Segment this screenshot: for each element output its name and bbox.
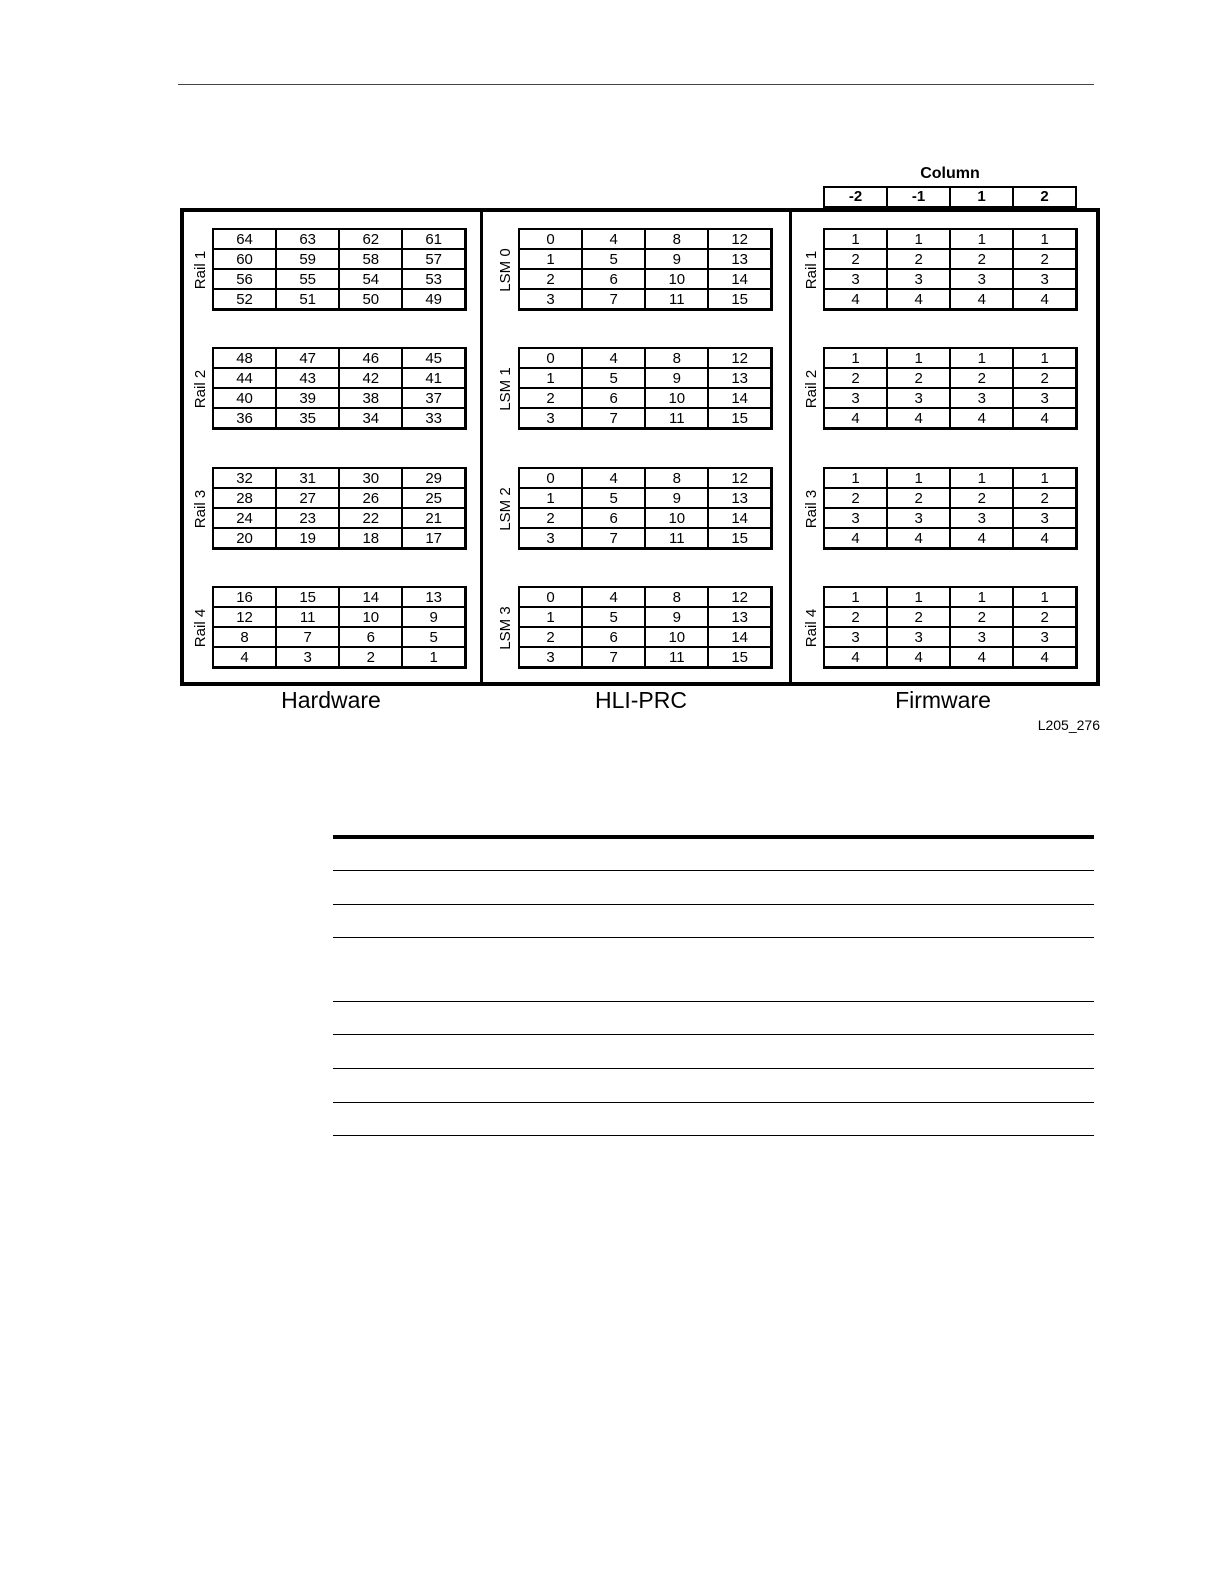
group-label: Rail 3 <box>803 489 820 529</box>
grid-cell: 2 <box>950 368 1013 388</box>
grid-cell: 15 <box>708 528 771 549</box>
firmware-grid-rail-1 <box>823 228 1078 311</box>
hardware-grid-rail-3 <box>212 467 467 550</box>
firmware-caption: Firmware <box>895 687 991 713</box>
grid-row <box>824 528 1077 549</box>
grid-cell: 12 <box>708 348 771 368</box>
grid-cell: 4 <box>582 468 645 488</box>
grid-cell: 2 <box>519 508 582 528</box>
grid-cell: 48 <box>213 348 276 368</box>
grid-cell: 2 <box>339 647 402 668</box>
grid-cell: 25 <box>402 488 465 508</box>
grid-cell: 30 <box>339 468 402 488</box>
grid-row <box>824 607 1077 627</box>
grid-row <box>519 508 772 528</box>
grid-cell: 4 <box>1013 289 1076 310</box>
grid-cell: 6 <box>582 388 645 408</box>
grid-cell: 8 <box>645 468 708 488</box>
grid-cell: 3 <box>1013 269 1076 289</box>
grid-cell: 28 <box>213 488 276 508</box>
grid-cell: 4 <box>824 408 887 429</box>
grid-cell: 4 <box>582 587 645 607</box>
grid-cell: 11 <box>645 408 708 429</box>
grid-cell: 4 <box>887 647 950 668</box>
hardware-grid-rail-1 <box>212 228 467 311</box>
grid-row <box>824 408 1077 429</box>
group-label: Rail 2 <box>192 369 209 409</box>
column-header-cell: 2 <box>1012 188 1075 206</box>
grid-cell: 1 <box>950 348 1013 368</box>
grid-row <box>213 488 466 508</box>
table-row-rule <box>333 1102 1094 1103</box>
grid-cell: 5 <box>582 249 645 269</box>
grid-row <box>519 587 772 607</box>
grid-cell: 61 <box>402 229 465 249</box>
grid-cell: 2 <box>950 488 1013 508</box>
grid-cell: 4 <box>824 528 887 549</box>
grid-cell: 64 <box>213 229 276 249</box>
grid-cell: 55 <box>276 269 339 289</box>
grid-cell: 13 <box>708 249 771 269</box>
hardware-grid-rail-4 <box>212 586 467 669</box>
grid-cell: 14 <box>339 587 402 607</box>
grid-row <box>519 607 772 627</box>
grid-cell: 2 <box>519 269 582 289</box>
grid-cell: 21 <box>402 508 465 528</box>
grid-cell: 3 <box>519 289 582 310</box>
group-label: LSM 1 <box>497 367 514 411</box>
firmware-grid-rail-3 <box>823 467 1078 550</box>
grid-cell: 43 <box>276 368 339 388</box>
grid-row <box>824 388 1077 408</box>
grid-cell: 16 <box>213 587 276 607</box>
grid-cell: 1 <box>824 348 887 368</box>
grid-row <box>519 269 772 289</box>
section-divider <box>789 208 792 686</box>
grid-row <box>519 348 772 368</box>
grid-row <box>213 408 466 429</box>
grid-cell: 0 <box>519 468 582 488</box>
grid-cell: 7 <box>582 528 645 549</box>
grid-cell: 2 <box>1013 249 1076 269</box>
grid-row <box>824 348 1077 368</box>
group-label: Rail 2 <box>803 369 820 409</box>
grid-cell: 1 <box>887 348 950 368</box>
grid-cell: 2 <box>1013 368 1076 388</box>
grid-cell: 45 <box>402 348 465 368</box>
grid-cell: 3 <box>519 408 582 429</box>
grid-cell: 12 <box>708 468 771 488</box>
grid-cell: 11 <box>645 528 708 549</box>
grid-row <box>519 528 772 549</box>
group-label: Rail 1 <box>803 250 820 290</box>
grid-row <box>213 508 466 528</box>
grid-cell: 32 <box>213 468 276 488</box>
group-label: Rail 4 <box>803 608 820 648</box>
grid-cell: 1 <box>519 488 582 508</box>
grid-cell: 11 <box>276 607 339 627</box>
column-header-cell: -2 <box>848 188 863 205</box>
hli-prc-grid-lsm-2 <box>518 467 773 550</box>
grid-cell: 2 <box>887 488 950 508</box>
grid-row <box>519 627 772 647</box>
grid-cell: 10 <box>645 269 708 289</box>
grid-cell: 2 <box>519 627 582 647</box>
grid-cell: 0 <box>519 229 582 249</box>
grid-cell: 29 <box>402 468 465 488</box>
grid-cell: 59 <box>276 249 339 269</box>
grid-row <box>519 488 772 508</box>
grid-cell: 0 <box>519 348 582 368</box>
grid-cell: 58 <box>339 249 402 269</box>
grid-cell: 2 <box>824 249 887 269</box>
grid-cell: 52 <box>213 289 276 310</box>
grid-cell: 3 <box>276 647 339 668</box>
grid-cell: 9 <box>645 368 708 388</box>
grid-cell: 14 <box>708 627 771 647</box>
grid-cell: 1 <box>824 468 887 488</box>
grid-cell: 10 <box>645 508 708 528</box>
hardware-grid-rail-2 <box>212 347 467 430</box>
grid-cell: 4 <box>950 647 1013 668</box>
grid-cell: 7 <box>276 627 339 647</box>
grid-cell: 1 <box>824 587 887 607</box>
grid-cell: 1 <box>887 587 950 607</box>
grid-cell: 3 <box>519 528 582 549</box>
grid-row <box>824 508 1077 528</box>
grid-cell: 8 <box>645 587 708 607</box>
firmware-grid-rail-4 <box>823 586 1078 669</box>
grid-cell: 11 <box>645 647 708 668</box>
grid-cell: 4 <box>950 528 1013 549</box>
grid-cell: 18 <box>339 528 402 549</box>
grid-cell: 0 <box>519 587 582 607</box>
grid-cell: 1 <box>1013 348 1076 368</box>
grid-cell: 7 <box>582 408 645 429</box>
column-header-cell: 1 <box>949 188 1012 206</box>
grid-cell: 26 <box>339 488 402 508</box>
grid-cell: 10 <box>645 388 708 408</box>
grid-cell: 2 <box>887 368 950 388</box>
grid-cell: 2 <box>950 249 1013 269</box>
grid-cell: 1 <box>402 647 465 668</box>
grid-cell: 3 <box>950 627 1013 647</box>
grid-cell: 23 <box>276 508 339 528</box>
grid-cell: 3 <box>1013 627 1076 647</box>
table-top-rule <box>333 835 1094 839</box>
grid-row <box>213 587 466 607</box>
grid-cell: 4 <box>887 289 950 310</box>
grid-cell: 14 <box>708 508 771 528</box>
page-top-rule <box>178 84 1094 85</box>
grid-cell: 27 <box>276 488 339 508</box>
grid-cell: 14 <box>708 269 771 289</box>
grid-cell: 9 <box>645 488 708 508</box>
grid-cell: 3 <box>519 647 582 668</box>
group-label: Rail 3 <box>192 489 209 529</box>
grid-row <box>824 587 1077 607</box>
grid-cell: 1 <box>1013 229 1076 249</box>
grid-cell: 60 <box>213 249 276 269</box>
grid-cell: 40 <box>213 388 276 408</box>
grid-cell: 3 <box>824 269 887 289</box>
grid-cell: 46 <box>339 348 402 368</box>
grid-cell: 3 <box>1013 508 1076 528</box>
grid-cell: 8 <box>645 229 708 249</box>
grid-cell: 36 <box>213 408 276 429</box>
group-label: Rail 4 <box>192 608 209 648</box>
grid-cell: 2 <box>824 607 887 627</box>
grid-cell: 4 <box>1013 408 1076 429</box>
grid-cell: 49 <box>402 289 465 310</box>
grid-row <box>213 348 466 368</box>
grid-cell: 2 <box>950 607 1013 627</box>
grid-cell: 9 <box>402 607 465 627</box>
grid-row <box>519 368 772 388</box>
grid-cell: 1 <box>950 229 1013 249</box>
grid-row <box>824 627 1077 647</box>
hli-prc-grid-lsm-0 <box>518 228 773 311</box>
grid-row <box>824 488 1077 508</box>
grid-cell: 35 <box>276 408 339 429</box>
column-header-title: Column <box>920 165 980 182</box>
grid-cell: 5 <box>582 607 645 627</box>
grid-cell: 54 <box>339 269 402 289</box>
grid-cell: 50 <box>339 289 402 310</box>
grid-row <box>213 229 466 249</box>
group-label: LSM 2 <box>497 487 514 531</box>
grid-cell: 6 <box>582 269 645 289</box>
grid-cell: 7 <box>582 647 645 668</box>
section-divider <box>480 208 483 686</box>
grid-cell: 15 <box>708 408 771 429</box>
grid-cell: 1 <box>887 229 950 249</box>
grid-cell: 20 <box>213 528 276 549</box>
grid-cell: 3 <box>824 508 887 528</box>
grid-row <box>213 468 466 488</box>
grid-cell: 13 <box>402 587 465 607</box>
grid-cell: 3 <box>824 388 887 408</box>
grid-row <box>824 229 1077 249</box>
grid-row <box>213 388 466 408</box>
grid-row <box>824 368 1077 388</box>
table-row-rule <box>333 1068 1094 1069</box>
grid-row <box>519 468 772 488</box>
hardware-caption: Hardware <box>281 687 381 713</box>
grid-cell: 5 <box>582 488 645 508</box>
grid-cell: 3 <box>824 627 887 647</box>
grid-cell: 4 <box>887 528 950 549</box>
grid-cell: 33 <box>402 408 465 429</box>
grid-row <box>213 647 466 668</box>
grid-cell: 1 <box>950 468 1013 488</box>
grid-cell: 13 <box>708 607 771 627</box>
grid-cell: 15 <box>708 289 771 310</box>
grid-row <box>213 368 466 388</box>
grid-cell: 3 <box>887 627 950 647</box>
firmware-grid-rail-2 <box>823 347 1078 430</box>
grid-cell: 8 <box>645 348 708 368</box>
grid-cell: 42 <box>339 368 402 388</box>
grid-cell: 10 <box>339 607 402 627</box>
grid-row <box>519 647 772 668</box>
grid-cell: 2 <box>1013 607 1076 627</box>
grid-cell: 6 <box>339 627 402 647</box>
grid-cell: 12 <box>708 229 771 249</box>
grid-cell: 51 <box>276 289 339 310</box>
grid-cell: 56 <box>213 269 276 289</box>
grid-cell: 3 <box>950 269 1013 289</box>
grid-row <box>824 269 1077 289</box>
grid-cell: 13 <box>708 368 771 388</box>
grid-cell: 6 <box>582 508 645 528</box>
grid-row <box>213 528 466 549</box>
grid-cell: 41 <box>402 368 465 388</box>
grid-cell: 53 <box>402 269 465 289</box>
grid-cell: 4 <box>824 289 887 310</box>
grid-cell: 1 <box>950 587 1013 607</box>
grid-cell: 2 <box>1013 488 1076 508</box>
group-label: LSM 0 <box>497 248 514 292</box>
grid-cell: 1 <box>519 607 582 627</box>
grid-cell: 1 <box>1013 468 1076 488</box>
hli-prc-grid-lsm-1 <box>518 347 773 430</box>
grid-cell: 34 <box>339 408 402 429</box>
grid-cell: 4 <box>950 289 1013 310</box>
group-label: LSM 3 <box>497 606 514 650</box>
grid-cell: 15 <box>708 647 771 668</box>
grid-cell: 22 <box>339 508 402 528</box>
grid-cell: 3 <box>887 269 950 289</box>
grid-cell: 8 <box>213 627 276 647</box>
grid-cell: 14 <box>708 388 771 408</box>
grid-cell: 1 <box>519 368 582 388</box>
grid-cell: 13 <box>708 488 771 508</box>
grid-cell: 4 <box>1013 647 1076 668</box>
grid-cell: 31 <box>276 468 339 488</box>
grid-cell: 12 <box>708 587 771 607</box>
grid-row <box>519 289 772 310</box>
grid-cell: 44 <box>213 368 276 388</box>
column-header-cell: -1 <box>886 188 949 206</box>
grid-row <box>519 249 772 269</box>
grid-cell: 17 <box>402 528 465 549</box>
grid-row <box>213 607 466 627</box>
grid-cell: 3 <box>950 508 1013 528</box>
grid-row <box>519 408 772 429</box>
grid-row <box>519 388 772 408</box>
grid-cell: 4 <box>950 408 1013 429</box>
grid-cell: 15 <box>276 587 339 607</box>
grid-cell: 4 <box>582 229 645 249</box>
grid-cell: 62 <box>339 229 402 249</box>
grid-row <box>824 468 1077 488</box>
grid-cell: 63 <box>276 229 339 249</box>
grid-cell: 1 <box>824 229 887 249</box>
table-row-rule <box>333 1034 1094 1035</box>
grid-cell: 39 <box>276 388 339 408</box>
table-row-rule <box>333 870 1094 871</box>
grid-cell: 2 <box>519 388 582 408</box>
grid-cell: 2 <box>887 607 950 627</box>
grid-cell: 1 <box>887 468 950 488</box>
grid-cell: 9 <box>645 607 708 627</box>
grid-cell: 4 <box>1013 528 1076 549</box>
grid-row <box>824 289 1077 310</box>
grid-row <box>213 289 466 310</box>
grid-row <box>519 229 772 249</box>
grid-cell: 2 <box>887 249 950 269</box>
grid-cell: 3 <box>1013 388 1076 408</box>
grid-cell: 37 <box>402 388 465 408</box>
grid-cell: 57 <box>402 249 465 269</box>
grid-cell: 2 <box>824 368 887 388</box>
grid-cell: 1 <box>1013 587 1076 607</box>
grid-cell: 3 <box>887 508 950 528</box>
grid-cell: 11 <box>645 289 708 310</box>
grid-cell: 4 <box>824 647 887 668</box>
table-row-rule <box>333 904 1094 905</box>
grid-cell: 4 <box>213 647 276 668</box>
table-row-rule <box>333 937 1094 938</box>
table-row-rule <box>333 1135 1094 1136</box>
grid-cell: 10 <box>645 627 708 647</box>
hli-prc-grid-lsm-3 <box>518 586 773 669</box>
grid-cell: 19 <box>276 528 339 549</box>
grid-cell: 24 <box>213 508 276 528</box>
grid-row <box>213 249 466 269</box>
grid-cell: 38 <box>339 388 402 408</box>
grid-row <box>824 249 1077 269</box>
grid-cell: 4 <box>887 408 950 429</box>
hli-prc-caption: HLI-PRC <box>594 687 687 713</box>
grid-cell: 5 <box>582 368 645 388</box>
grid-cell: 12 <box>213 607 276 627</box>
grid-cell: 5 <box>402 627 465 647</box>
grid-cell: 7 <box>582 289 645 310</box>
column-header-row <box>823 186 1077 208</box>
grid-cell: 4 <box>582 348 645 368</box>
grid-row <box>824 647 1077 668</box>
group-label: Rail 1 <box>192 250 209 290</box>
grid-cell: 6 <box>582 627 645 647</box>
table-row-rule <box>333 1001 1094 1002</box>
grid-cell: 47 <box>276 348 339 368</box>
grid-cell: 3 <box>887 388 950 408</box>
grid-row <box>213 627 466 647</box>
grid-cell: 2 <box>824 488 887 508</box>
grid-cell: 3 <box>950 388 1013 408</box>
grid-cell: 9 <box>645 249 708 269</box>
grid-cell: 1 <box>519 249 582 269</box>
grid-row <box>213 269 466 289</box>
figure-id: L205_276 <box>1037 717 1100 733</box>
